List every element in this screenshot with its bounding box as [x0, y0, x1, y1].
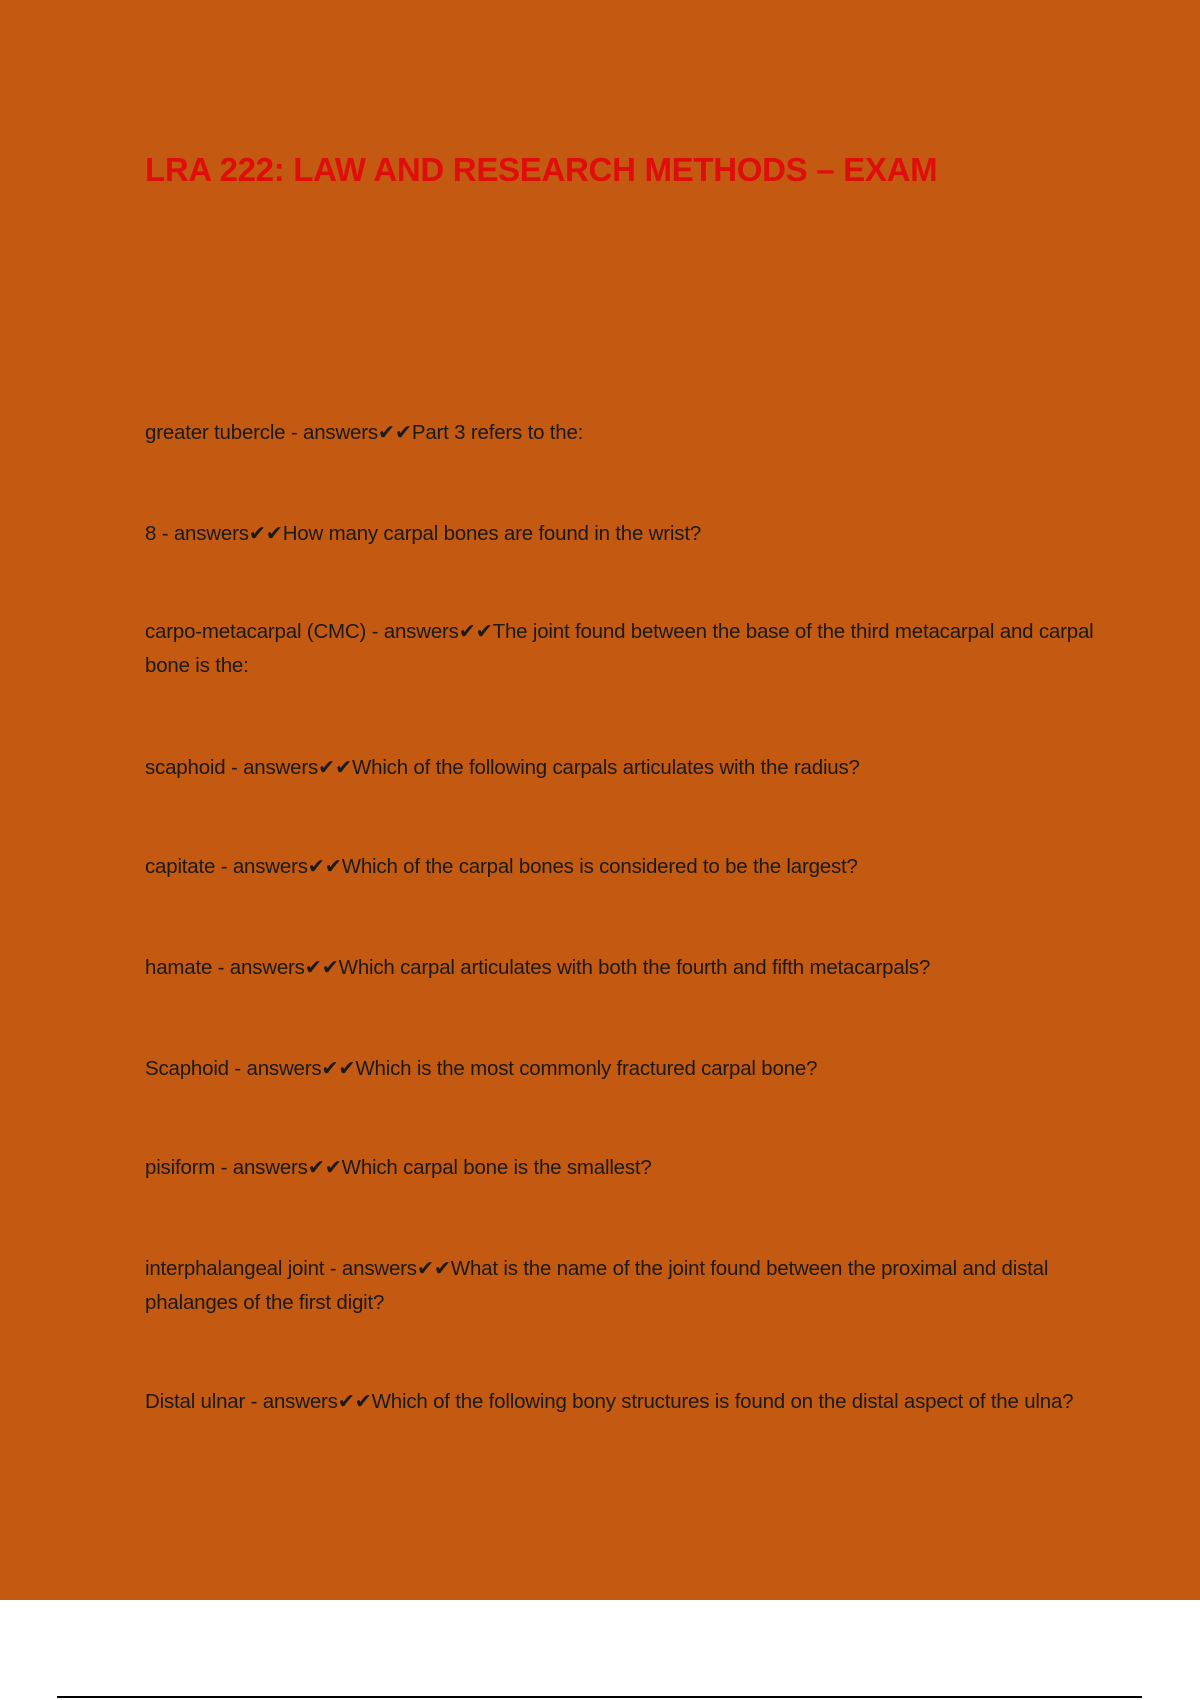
- qa-entry: pisiform - answers✔✔Which carpal bone is the smallest?: [145, 1156, 652, 1179]
- qa-entry: Scaphoid - answers✔✔Which is the most commonly fractured carpal bone?: [145, 1057, 818, 1080]
- qa-entry: carpo-metacarpal (CMC) - answers✔✔The joint found between the base of the third metacarpal and carpal bone is the:: [145, 620, 1094, 677]
- qa-entry: Distal ulnar - answers✔✔Which of the following bony structures is found on the distal aspect of the ulna?: [145, 1390, 1074, 1413]
- qa-entry: scaphoid - answers✔✔Which of the following carpals articulates with the radius?: [145, 756, 860, 779]
- footer-divider: [57, 1696, 1142, 1698]
- qa-entry: greater tubercle - answers✔✔Part 3 refers to the:: [145, 421, 584, 444]
- document-title: LRA 222: LAW AND RESEARCH METHODS – EXAM: [145, 151, 938, 188]
- qa-entry: hamate - answers✔✔Which carpal articulates with both the fourth and fifth metacarpals?: [145, 956, 931, 979]
- qa-entry: capitate - answers✔✔Which of the carpal bones is considered to be the largest?: [145, 855, 858, 878]
- qa-entry: 8 - answers✔✔How many carpal bones are found in the wrist?: [145, 522, 702, 545]
- qa-entry: interphalangeal joint - answers✔✔What is the name of the joint found between the proximal and distal phalanges of the first digit?: [145, 1257, 1049, 1314]
